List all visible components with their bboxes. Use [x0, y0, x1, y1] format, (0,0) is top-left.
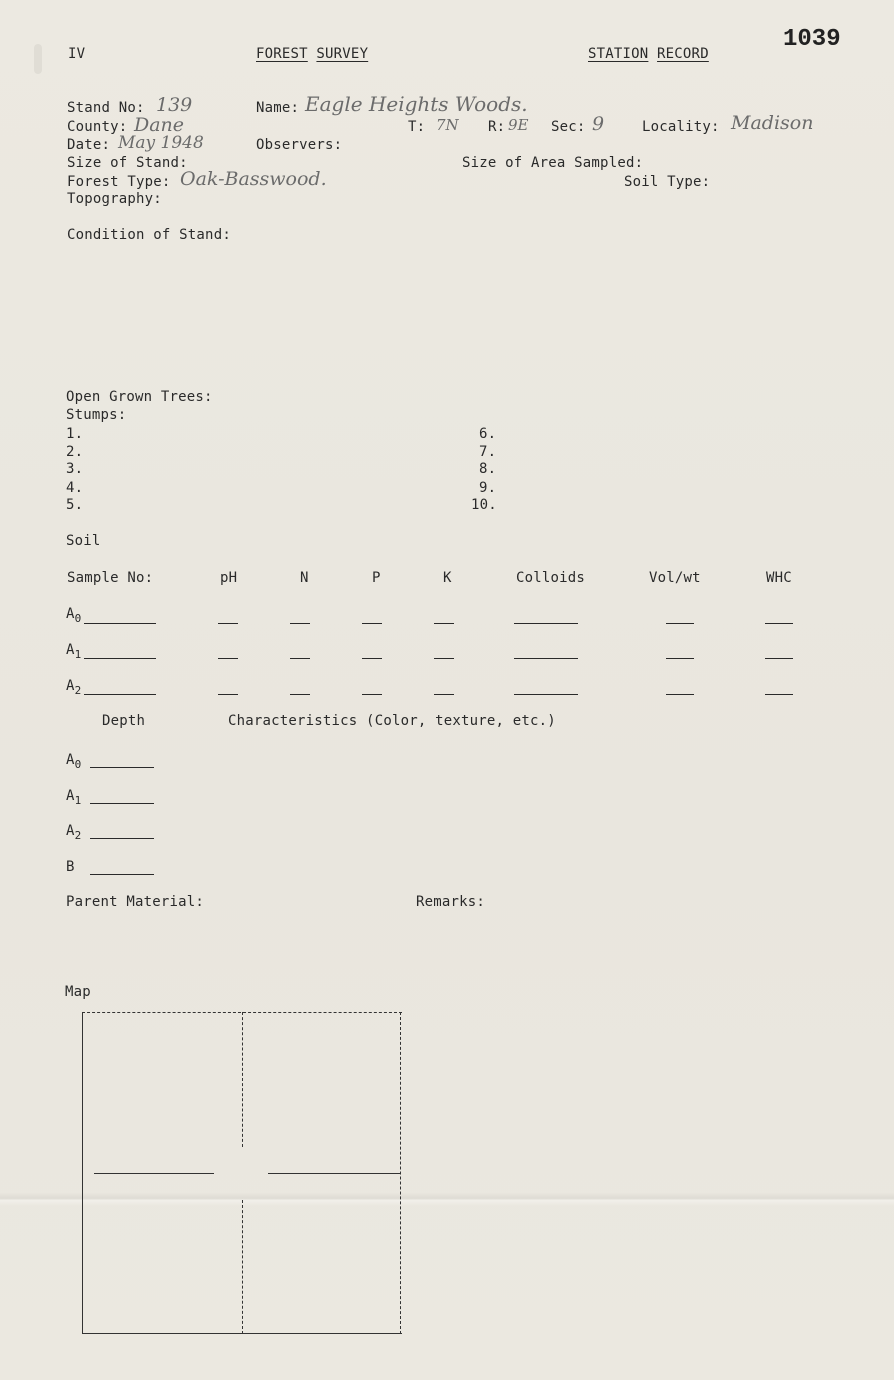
blank-line	[90, 767, 154, 768]
blank-line	[362, 658, 382, 659]
locality-value: Madison	[731, 112, 814, 134]
blank-line	[362, 694, 382, 695]
sample-no-header: Sample No:	[67, 570, 154, 586]
stump-line: 10.	[471, 497, 497, 513]
stump-line: 1.	[66, 426, 84, 442]
name-label: Name:	[256, 100, 300, 116]
map-divider-horizontal-right	[268, 1173, 400, 1174]
condition-label: Condition of Stand:	[67, 227, 231, 243]
soil-type-label: Soil Type:	[624, 174, 711, 190]
open-grown-label: Open Grown Trees:	[66, 389, 213, 405]
map-divider-vertical-bottom	[242, 1200, 243, 1334]
punch-mark	[34, 44, 42, 74]
blank-line	[218, 623, 238, 624]
blank-line	[765, 623, 793, 624]
forest-type-label: Forest Type:	[67, 174, 171, 190]
blank-line	[84, 658, 156, 659]
date-label: Date:	[67, 137, 111, 153]
date-value: May 1948	[118, 133, 204, 153]
stump-line: 5.	[66, 497, 84, 513]
colloids-header: Colloids	[516, 570, 586, 586]
horizon-a0: $A_0$	[66, 752, 82, 771]
map-label: Map	[65, 984, 91, 1000]
whc-header: WHC	[766, 570, 792, 586]
ph-header: pH	[220, 570, 238, 586]
blank-line	[218, 694, 238, 695]
blank-line	[765, 658, 793, 659]
blank-line	[90, 803, 154, 804]
blank-line	[434, 694, 454, 695]
k-header: K	[443, 570, 452, 586]
parent-material-label: Parent Material:	[66, 894, 205, 910]
locality-label: Locality:	[642, 119, 720, 135]
stand-no-label: Stand No:	[67, 100, 145, 116]
map-border-right	[400, 1012, 401, 1334]
blank-line	[434, 658, 454, 659]
sample-label-a1: $A_1$	[66, 642, 82, 661]
stump-line: 6.	[479, 426, 497, 442]
forest-type-value: Oak-Basswood.	[180, 168, 327, 190]
map-border-left	[82, 1012, 83, 1334]
blank-line	[666, 694, 694, 695]
blank-line	[84, 694, 156, 695]
blank-line	[666, 658, 694, 659]
p-header: P	[372, 570, 381, 586]
stump-line: 3.	[66, 461, 84, 477]
map-grid	[82, 1012, 402, 1334]
n-header: N	[300, 570, 309, 586]
blank-line	[218, 658, 238, 659]
t-label: T:	[408, 119, 426, 135]
sec-label: Sec:	[551, 119, 586, 135]
blank-line	[84, 623, 156, 624]
sec-value: 9	[592, 113, 605, 135]
soil-label: Soil	[66, 533, 101, 549]
blank-line	[290, 658, 310, 659]
stand-no-value: 139	[156, 94, 193, 116]
horizon-a2: $A_2$	[66, 823, 82, 842]
record-title: STATION RECORD	[588, 46, 709, 62]
sample-label-a0: $A_0$	[66, 606, 82, 625]
blank-line	[765, 694, 793, 695]
section-number: IV	[68, 46, 86, 62]
stump-line: 7.	[479, 444, 497, 460]
r-value: 9E	[508, 116, 529, 134]
stump-line: 8.	[479, 461, 497, 477]
size-of-area-label: Size of Area Sampled:	[462, 155, 644, 171]
record-number: 1039	[783, 26, 841, 53]
remarks-label: Remarks:	[416, 894, 486, 910]
form-title: FOREST SURVEY	[256, 46, 369, 62]
stumps-label: Stumps:	[66, 407, 127, 423]
volwt-header: Vol/wt	[649, 570, 701, 586]
map-divider-horizontal-left	[94, 1173, 214, 1174]
observers-label: Observers:	[256, 137, 343, 153]
blank-line	[290, 694, 310, 695]
topography-label: Topography:	[67, 191, 162, 207]
t-value: 7N	[436, 116, 459, 134]
blank-line	[514, 694, 578, 695]
blank-line	[434, 623, 454, 624]
blank-line	[90, 874, 154, 875]
county-label: County:	[67, 119, 128, 135]
characteristics-label: Characteristics (Color, texture, etc.)	[228, 713, 556, 729]
blank-line	[514, 658, 578, 659]
blank-line	[90, 838, 154, 839]
map-divider-vertical-top	[242, 1012, 243, 1147]
blank-line	[362, 623, 382, 624]
horizon-b: B	[66, 859, 75, 875]
blank-line	[666, 623, 694, 624]
stump-line: 2.	[66, 444, 84, 460]
county-value: Dane	[134, 114, 185, 136]
r-label: R:	[488, 119, 506, 135]
blank-line	[514, 623, 578, 624]
horizon-a1: $A_1$	[66, 788, 82, 807]
size-of-stand-label: Size of Stand:	[67, 155, 188, 171]
stump-line: 9.	[479, 480, 497, 496]
blank-line	[290, 623, 310, 624]
sample-label-a2: $A_2$	[66, 678, 82, 697]
stump-line: 4.	[66, 480, 84, 496]
name-value: Eagle Heights Woods.	[305, 92, 528, 116]
depth-label: Depth	[102, 713, 146, 729]
